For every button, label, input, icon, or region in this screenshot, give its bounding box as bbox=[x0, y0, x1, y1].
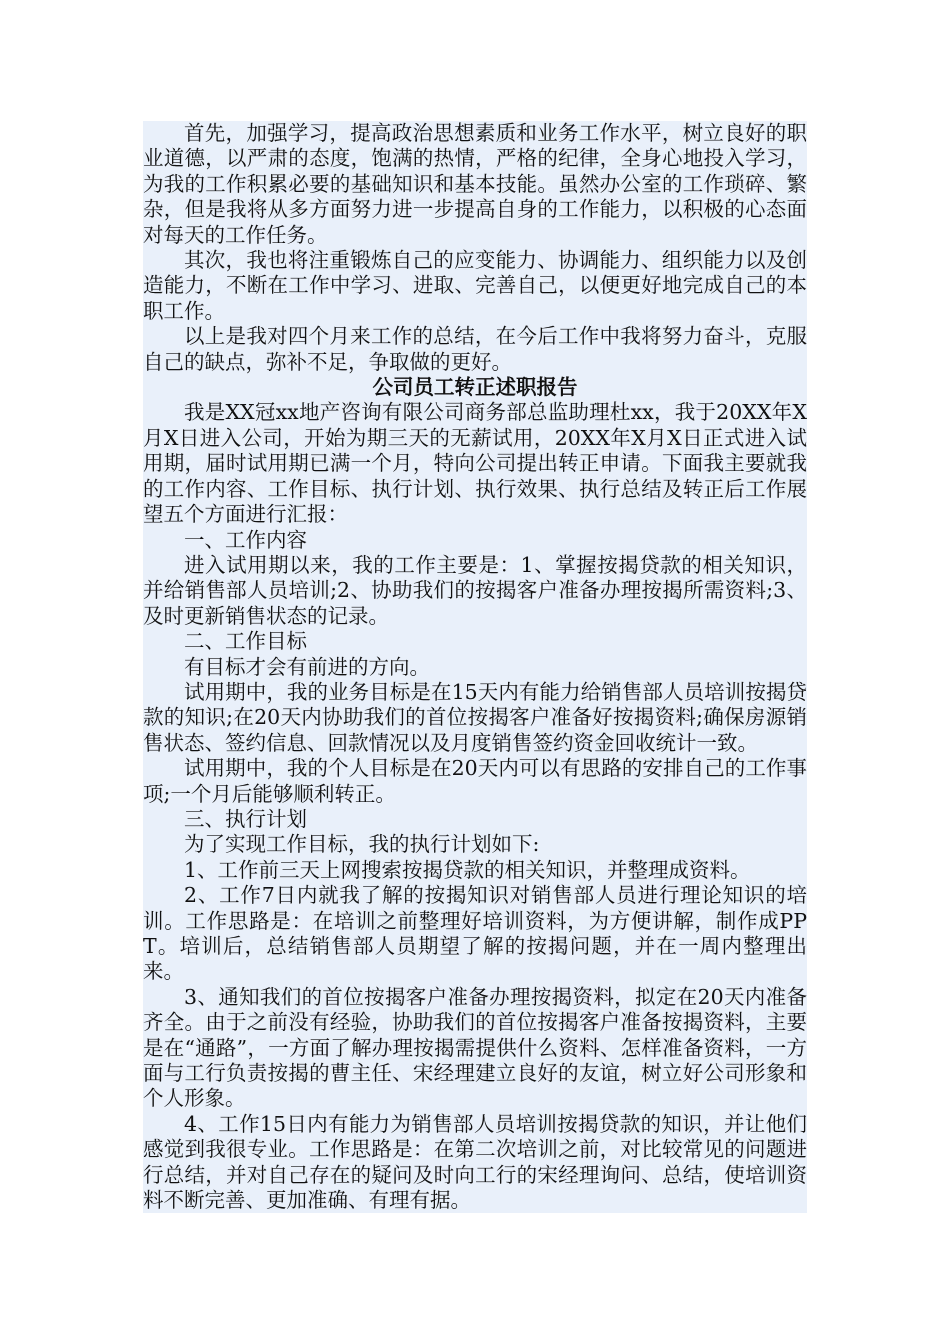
heading-execution-plan: 三、执行计划 bbox=[143, 807, 807, 832]
paragraph-plan-intro: 为了实现工作目标，我的执行计划如下: bbox=[143, 832, 807, 857]
paragraph-work-content: 进入试用期以来，我的工作主要是：1、掌握按揭贷款的相关知识，并给销售部人员培训;2、协助我们的按揭客户准备办理按揭所需资料;3、及时更新销售状态的记录。 bbox=[143, 552, 807, 628]
plan-item-1: 1、工作前三天上网搜索按揭贷款的相关知识，并整理成资料。 bbox=[143, 858, 807, 883]
report-title: 公司员工转正述职报告 bbox=[143, 375, 807, 400]
document-body bbox=[143, 121, 807, 1213]
plan-item-2: 2、工作7日内就我了解的按揭知识对销售部人员进行理论知识的培训。工作思路是：在培训之前整理好培训资料，为方便讲解，制作成PPT。培训后，总结销售部人员期望了解的按揭问题，并在一周内整理出来。 bbox=[143, 883, 807, 984]
paragraph-summary: 以上是我对四个月来工作的总结，在今后工作中我将努力奋斗，克服自己的缺点，弥补不足，争取做的更好。 bbox=[143, 324, 807, 374]
plan-item-3: 3、通知我们的首位按揭客户准备办理按揭资料，拟定在20天内准备齐全。由于之前没有经验，协助我们的首位按揭客户准备按揭资料，主要是在“通路”，一方面了解办理按揭需提供什么资料、怎样准备资料，一方面与工行负责按揭的曹主任、宋经理建立良好的友谊，树立好公司形象和个人形象。 bbox=[143, 984, 807, 1111]
paragraph-business-goal: 试用期中，我的业务目标是在15天内有能力给销售部人员培训按揭贷款的知识;在20天内协助我们的首位按揭客户准备好按揭资料;确保房源销售状态、签约信息、回款情况以及月度销售签约资金回收统计一致。 bbox=[143, 679, 807, 755]
paragraph-intro: 我是XX冠xx地产咨询有限公司商务部总监助理杜xx，我于20XX年X月X日进入公司，开始为期三天的无薪试用，20XX年X月X日正式进入试用期，届时试用期已满一个月，特向公司提出转正申请。下面我主要就我的工作内容、工作目标、执行计划、执行效果、执行总结及转正后工作展望五个方面进行汇报： bbox=[143, 400, 807, 527]
paragraph-study: 首先，加强学习，提高政治思想素质和业务工作水平，树立良好的职业道德，以严肃的态度，饱满的热情，严格的纪律，全身心地投入学习，为我的工作积累必要的基础知识和基本技能。虽然办公室的工作琐碎、繁杂，但是我将从多方面努力进一步提高自身的工作能力，以积极的心态面对每天的工作任务。 bbox=[143, 121, 807, 247]
plan-item-4: 4、工作15日内有能力为销售部人员培训按揭贷款的知识，并让他们感觉到我很专业。工作思路是：在第二次培训之前，对比较常见的问题进行总结，并对自己存在的疑问及时向工行的宋经理询问、总结，使培训资料不断完善、更加准确、有理有据。 bbox=[143, 1111, 807, 1213]
paragraph-personal-goal: 试用期中，我的个人目标是在20天内可以有思路的安排自己的工作事项;一个月后能够顺利转正。 bbox=[143, 756, 807, 806]
heading-work-goals: 二、工作目标 bbox=[143, 629, 807, 654]
paragraph-abilities: 其次，我也将注重锻炼自己的应变能力、协调能力、组织能力以及创造能力，不断在工作中学习、进取、完善自己，以便更好地完成自己的本职工作。 bbox=[143, 248, 807, 323]
heading-work-content: 一、工作内容 bbox=[143, 528, 807, 553]
paragraph-goals-direction: 有目标才会有前进的方向。 bbox=[143, 655, 807, 680]
